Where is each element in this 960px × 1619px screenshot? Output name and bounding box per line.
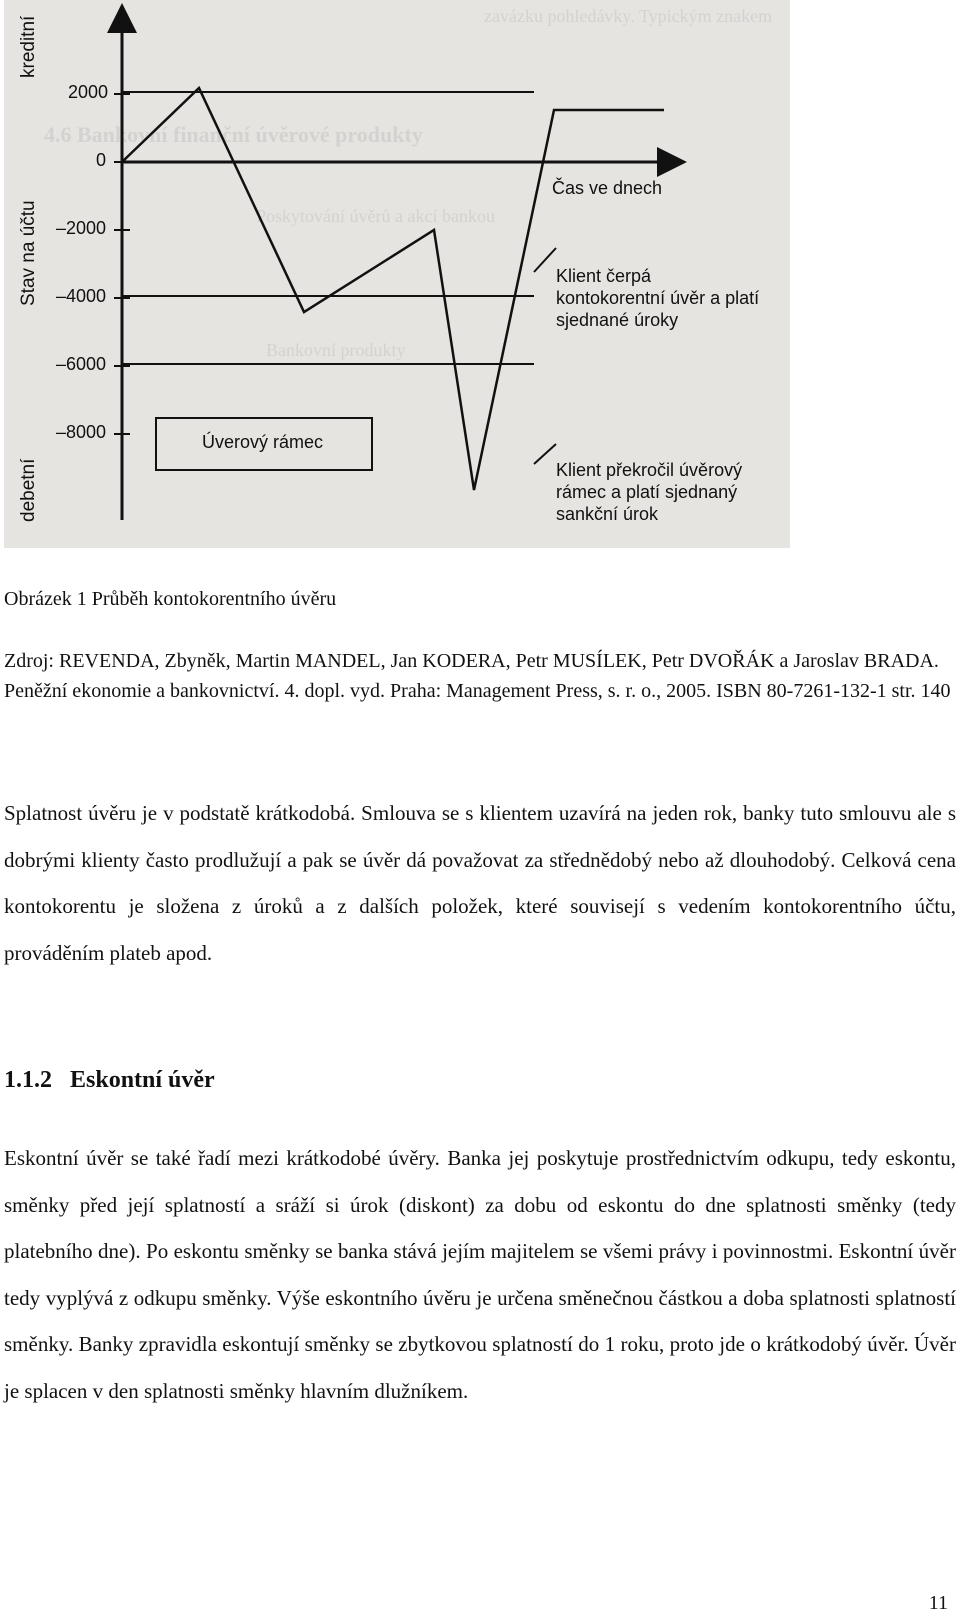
- tick-label: 0: [96, 150, 107, 170]
- bleed-line: 4.6 Bankovní finanční úvěrové produkty: [44, 122, 423, 147]
- tick-label: 2000: [68, 82, 109, 102]
- figure-source: Zdroj: REVENDA, Zbyněk, Martin MANDEL, Jan KODERA, Petr MUSÍLEK, Petr DVOŘÁK a Jaroslav BRADA. Peněžní ekonomie a bankovnictví. 4. dopl. vyd. Praha: Management Press, s. r. o., 2005. ISBN 80-7261-132-1 str. 140: [4, 650, 951, 702]
- overdraft-chart: [4, 0, 790, 548]
- tick-label: –4000: [56, 286, 107, 306]
- section-title: Eskontní úvěr: [70, 1067, 215, 1093]
- section-number: 1.1.2: [4, 1067, 52, 1093]
- annotation-line: Klient čerpá: [556, 266, 652, 286]
- tick-label: –8000: [56, 422, 107, 442]
- y-label-balance: Stav na účtu: [18, 200, 39, 306]
- annotation-line: Klient překročil úvěrový: [556, 460, 743, 480]
- bleed-line: Bankovní produkty: [266, 340, 406, 360]
- bleed-line: Poskytování úvěrů a akcí bankou: [256, 206, 495, 226]
- y-label-debit: debetní: [18, 458, 39, 522]
- x-axis-label: Čas ve dnech: [552, 178, 663, 198]
- annotation-line: sjednané úroky: [556, 310, 679, 330]
- paragraph-credit-maturity: Splatnost úvěru je v podstatě krátkodobá. Smlouva se s klientem uzavírá na jeden rok, banky tuto smlouvu ale s dobrými klienty často prodlužují a pak se úvěr dá považovat za střednědobý nebo až dlouhodobý. Celková cena kontokorentu je složena z úroků a z dalších položek, které souvisejí s vedením kontokorentního účtu, prováděním plateb apod.: [4, 801, 956, 965]
- tick-label: –2000: [56, 218, 107, 238]
- credit-frame-label: Úverový rámec: [202, 432, 324, 452]
- section-heading: [4, 1067, 215, 1094]
- annotation-line: kontokorentní úvěr a platí: [556, 288, 760, 308]
- y-label-credit: kreditní: [18, 15, 39, 78]
- bleed-line: zavázku pohledávky. Typickým znakem: [484, 6, 773, 26]
- tick-label: –6000: [56, 354, 107, 374]
- annotation-pointer: [534, 248, 556, 272]
- paragraph-discount-credit: Eskontní úvěr se také řadí mezi krátkodobé úvěry. Banka jej poskytuje prostřednictvím odkupu, tedy eskontu, směnky před její splatností a sráží si úrok (diskont) za dobu od eskontu do dne splatnosti směnky (tedy platebního dne). Po eskontu směnky se banka stává jejím majitelem se všemi právy i povinnostmi. Eskontní úvěr tedy vyplývá z odkupu směnky. Výše eskontního úvěru je určena směnečnou částkou a doba splatnosti splatností směnky. Banky zpravidla eskontují směnky se zbytkovou splatností do 1 roku, proto jde o krátkodobý úvěr. Úvěr je splacen v den splatnosti směnky hlavním dlužníkem.: [4, 1146, 956, 1403]
- annotation-line: sankční úrok: [556, 504, 659, 524]
- annotation-line: rámec a platí sjednaný: [556, 482, 738, 502]
- annotation-pointer: [534, 444, 556, 464]
- page-number: 11: [928, 1592, 948, 1614]
- overdraft-figure: [4, 0, 790, 548]
- figure-caption: Obrázek 1 Průběh kontokorentního úvěru: [4, 588, 337, 610]
